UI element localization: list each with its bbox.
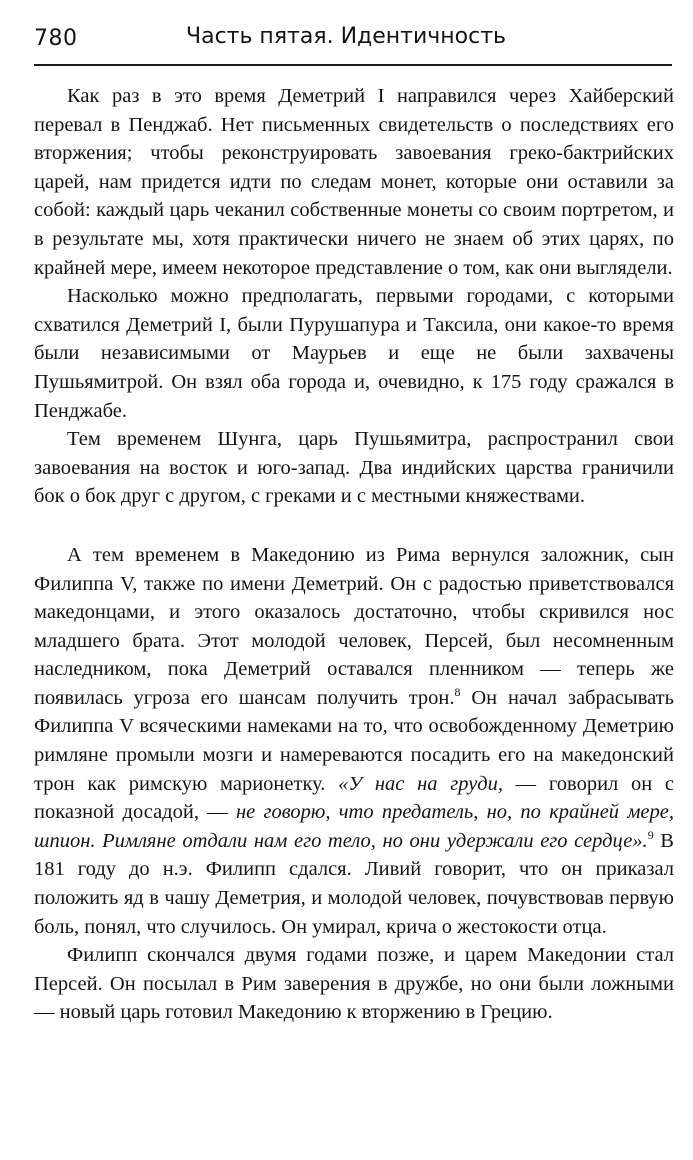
footnote-ref-8: 8 — [454, 685, 461, 700]
chapter-title: Часть пятая. Идентичность — [186, 24, 506, 49]
quote-attribution: — говорил он с показной досадой, — — [34, 772, 674, 824]
quote-part-1: «У нас на груди, — [338, 772, 503, 795]
paragraph-4-text-b: Он начал забрасывать Филиппа V всяческими намеками на то, что освобожденному Деметрию римляне промыли мозги и намереваются посадить его на македонский трон как римскую марионетку. — [34, 686, 674, 795]
page-number: 780 — [34, 26, 78, 51]
paragraph-2: Насколько можно предполагать, первыми городами, с которыми схватился Деметрий I, были Пурушапура и Таксила, они какое-то время были независимыми от Маурьев и еще не были захвачены Пушьямитрой. Он взял оба города и, очевидно, к 175 году сражался в Пенджабе. — [34, 285, 674, 422]
paragraph-4 — [34, 541, 674, 941]
paragraph-4-text-a: А тем временем в Македонию из Рима вернулся заложник, сын Филиппа V, также по имени Деметрий. Он с радостью приветствовался македонцами, и этого оказалось достаточно, чтобы скривился нос младшего брата. Этот молодой человек, Персей, был несомненным наследником, пока Деметрий оставался пленником — теперь же появилась угроза его шансам получить трон. — [34, 543, 674, 709]
running-header — [34, 18, 674, 62]
section-break — [34, 511, 674, 541]
header-divider — [34, 64, 672, 66]
paragraph-3: Тем временем Шунга, царь Пушьямитра, распространил свои завоевания на восток и юго-запад. Два индийских царства граничили бок о бок друг с другом, с греками и с местными княжествами. — [34, 428, 674, 508]
body-text — [34, 82, 674, 1027]
footnote-ref-9: 9 — [647, 828, 654, 843]
quote-part-2: не говорю, что предатель, но, по крайней мере, шпион. Римляне отдали нам его тело, но они удержали его сердце». — [34, 801, 674, 852]
paragraph-5: Филипп скончался двумя годами позже, и царем Македонии стал Персей. Он посылал в Рим заверения в дружбе, но они были ложными — новый царь готовил Македонию к вторжению в Грецию. — [34, 944, 674, 1024]
paragraph-4-text-c: В 181 году до н.э. Филипп сдался. Ливий говорит, что он приказал положить яд в чашу Деметрия, и молодой человек, почувствовав первую боль, понял, что случилось. Он умирал, крича о жестокости отца. — [34, 829, 674, 938]
paragraph-1: Как раз в это время Деметрий I направился через Хайберский перевал в Пенджаб. Нет письменных свидетельств о последствиях его вторжения; чтобы реконструировать завоевания греко-бактрийских царей, нам придется идти по следам монет, которые они оставили за собой: каждый царь чеканил собственные монеты со своим портретом, и в результате мы, хотя практически ничего не знаем об этих царях, по крайней мере, имеем некоторое представление о том, как они выглядели. — [34, 85, 674, 279]
